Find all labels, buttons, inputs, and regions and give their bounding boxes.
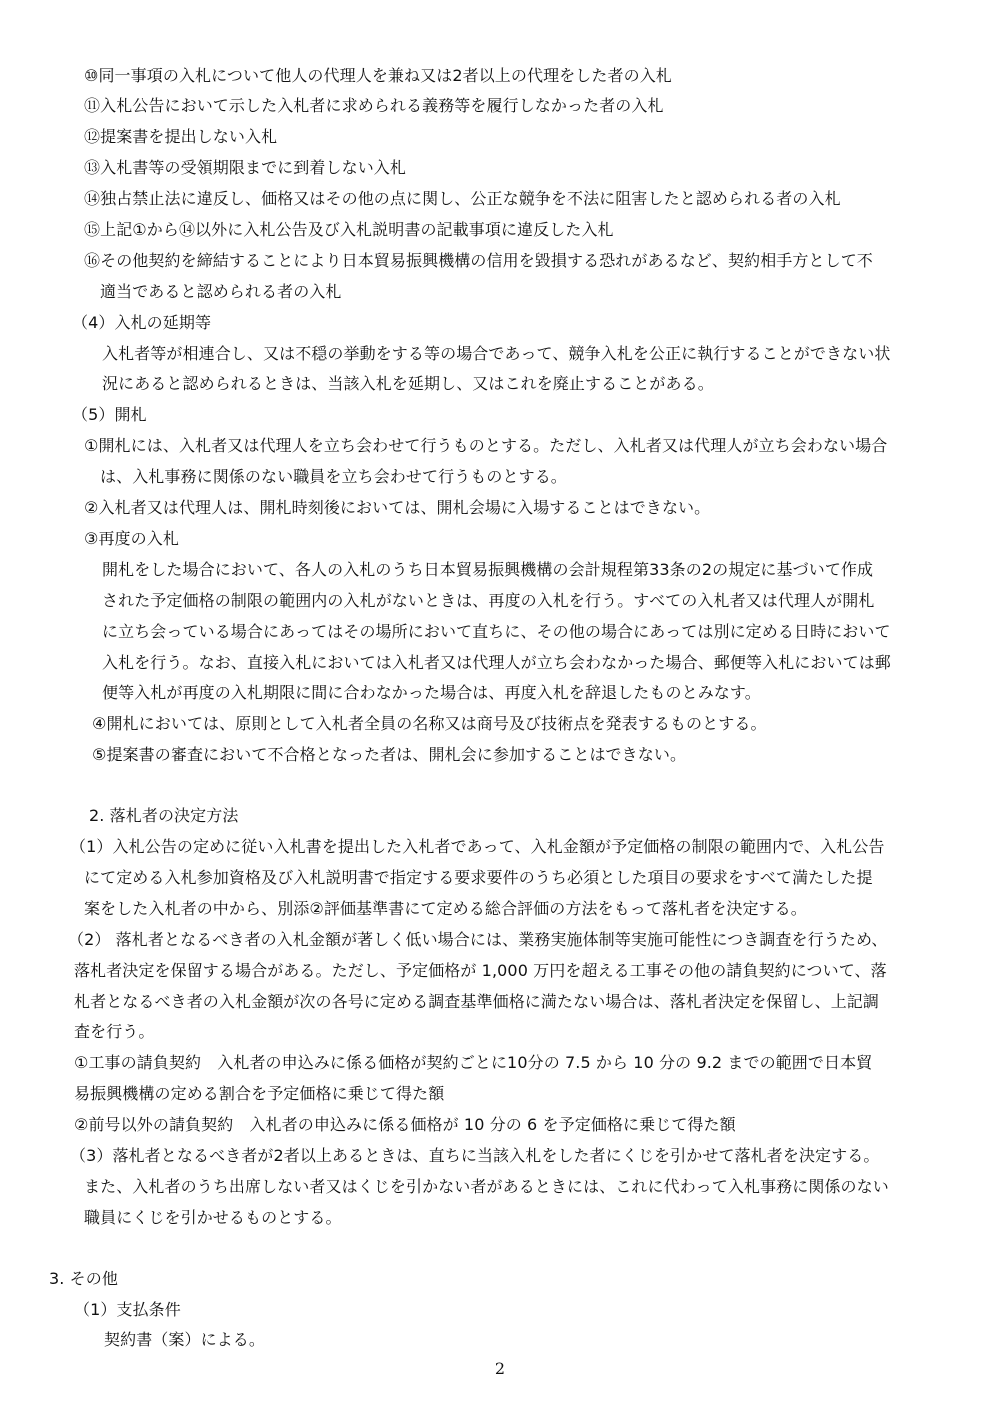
- text-line: （1）支払条件: [74, 1300, 181, 1319]
- text-line: 3. その他: [49, 1269, 118, 1288]
- text-line: 易振興機構の定める割合を予定価格に乗じて得た額: [74, 1084, 445, 1103]
- text-line: （5）開札: [72, 405, 147, 424]
- text-line: （2） 落札者となるべき者の入札金額が著しく低い場合には、業務実施体制等実施可能性につき調査を行うため、: [68, 930, 888, 949]
- text-line: ⑫提案書を提出しない入札: [84, 127, 278, 146]
- text-line: 査を行う。: [74, 1022, 155, 1041]
- text-line: 案をした入札者の中から、別添②評価基準書にて定める総合評価の方法をもって落札者を決定する。: [84, 899, 807, 918]
- text-line: （4）入札の延期等: [72, 313, 212, 332]
- text-line: ⑩同一事項の入札について他人の代理人を兼ね又は2者以上の代理をした者の入札: [84, 66, 672, 85]
- text-line: ⑤提案書の審査において不合格となった者は、開札会に参加することはできない。: [92, 745, 687, 764]
- text-line: 況にあると認められるときは、当該入札を延期し、又はこれを廃止することがある。: [102, 374, 714, 393]
- text-line: 札者となるべき者の入札金額が次の各号に定める調査基準価格に満たない場合は、落札者決定を保留し、上記調: [74, 992, 880, 1011]
- text-line: 落札者決定を保留する場合がある。ただし、予定価格が 1,000 万円を超える工事その他の請負契約について、落: [74, 961, 887, 980]
- text-line: 2. 落札者の決定方法: [89, 806, 239, 825]
- text-line: （1）入札公告の定めに従い入札書を提出した入札者であって、入札金額が予定価格の制限の範囲内で、入札公告: [70, 837, 885, 856]
- text-line: ①開札には、入札者又は代理人を立ち会わせて行うものとする。ただし、入札者又は代理人が立ち会わない場合: [84, 436, 888, 455]
- text-line: （3）落札者となるべき者が2者以上あるときは、直ちに当該入札をした者にくじを引かせて落札者を決定する。: [70, 1146, 880, 1165]
- text-line: に立ち会っている場合にあってはその場所において直ちに、その他の場合にあっては別に定める日時において: [102, 622, 891, 641]
- text-line: ⑬入札書等の受領期限までに到着しない入札: [84, 158, 407, 177]
- text-line: 契約書（案）による。: [104, 1330, 266, 1349]
- text-line: は、入札事務に関係のない職員を立ち会わせて行うものとする。: [100, 467, 567, 486]
- text-line: ②前号以外の請負契約 入札者の申込みに係る価格が 10 分の 6 を予定価格に乗じて得た額: [74, 1115, 736, 1134]
- text-line: 適当であると認められる者の入札: [100, 282, 342, 301]
- text-line: 入札者等が相連合し、又は不穏の挙動をする等の場合であって、競争入札を公正に執行することができない状: [102, 344, 891, 363]
- text-line: また、入札者のうち出席しない者又はくじを引かない者があるときには、これに代わって入札事務に関係のない: [84, 1177, 889, 1196]
- text-line: ⑮上記①から⑭以外に入札公告及び入札説明書の記載事項に違反した入札: [84, 220, 614, 239]
- text-line: 便等入札が再度の入札期限に間に合わなかった場合は、再度入札を辞退したものとみなす。: [102, 683, 761, 702]
- page-number: 2: [494, 1359, 506, 1378]
- text-line: ②入札者又は代理人は、開札時刻後においては、開札会場に入場することはできない。: [84, 498, 711, 517]
- text-line: ⑭独占禁止法に違反し、価格又はその他の点に関し、公正な競争を不法に阻害したと認められる者の入札: [84, 189, 841, 208]
- text-line: 入札を行う。なお、直接入札においては入札者又は代理人が立ち会わなかった場合、郵便等入札においては郵: [102, 653, 891, 672]
- text-line: 開札をした場合において、各人の入札のうち日本貿易振興機構の会計規程第33条の2の規定に基づいて作成: [102, 560, 874, 579]
- text-line: された予定価格の制限の範囲内の入札がないときは、再度の入札を行う。すべての入札者又は代理人が開札: [102, 591, 875, 610]
- text-line: ⑪入札公告において示した入札者に求められる義務等を履行しなかった者の入札: [84, 96, 664, 115]
- text-line: 職員にくじを引かせるものとする。: [84, 1208, 342, 1227]
- text-line: ④開札においては、原則として入札者全員の名称又は商号及び技術点を発表するものとする。: [92, 714, 767, 733]
- text-line: にて定める入札参加資格及び入札説明書で指定する要求要件のうち必須とした項目の要求をすべて満たした提: [84, 868, 873, 887]
- text-line: ⑯その他契約を締結することにより日本貿易振興機構の信用を毀損する恐れがあるなど、契約相手方として不: [84, 251, 873, 270]
- text-line: ①工事の請負契約 入札者の申込みに係る価格が契約ごとに10分の 7.5 から 10 分の 9.2 までの範囲で日本貿: [74, 1053, 873, 1072]
- text-line: ③再度の入札: [84, 529, 179, 548]
